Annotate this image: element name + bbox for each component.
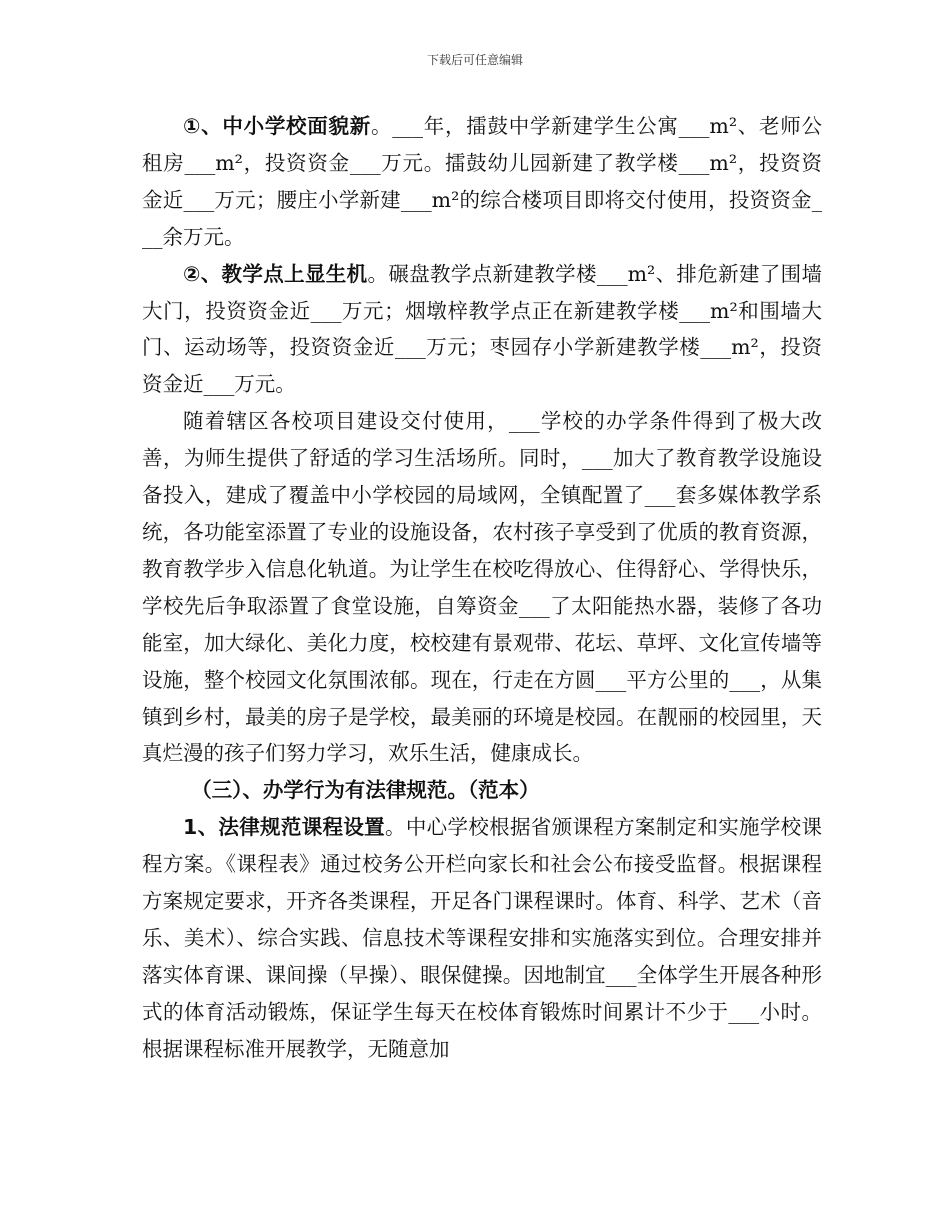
section-heading bbox=[142, 772, 822, 809]
paragraph-school-renovation bbox=[142, 108, 822, 256]
paragraph-text: 随着辖区各校项目建设交付使用，___学校的办学条件得到了极大改善，为师生提供了舒适的学习生活场所。同时，___加大了教育教学设施设备投入，建成了覆盖中小学校园的局域网，全镇配置了___套多媒体教学系统，各功能室添置了专业的设施设备，农村孩子享受到了优质的教育资源，教育教学步入信息化轨道。为让学生在校吃得放心、住得舒心、学得快乐，学校先后争取添置了食堂设施，自筹资金___了太阳能热水器，装修了各功能室，加大绿化、美化力度，校校建有景观带、花坛、草坪、文化宣传墙等设施，整个校园文化氛围浓郁。现在，行走在方圆___平方公里的___，从集镇到乡村，最美的房子是学校，最美丽的环境是校园。在靓丽的校园里，天真烂漫的孩子们努力学习，欢乐生活，健康成长。 bbox=[142, 409, 822, 766]
paragraph-school-conditions bbox=[142, 403, 822, 772]
section-heading-text: （三）、办学行为有法律规范。（范本） bbox=[191, 778, 540, 803]
paragraph-lead: 1、法律规范课程设置 bbox=[183, 815, 386, 840]
paragraph-text: 。___年，擂鼓中学新建学生公寓___m²、老师公租房___m²，投资资金___万元。擂鼓幼儿园新建了教学楼___m²，投资资金近___万元；腰庄小学新建___m²的综合楼项目即将交付使用，投资资金___余万元。 bbox=[142, 114, 823, 249]
paragraph-lead: ②、教学点上显生机 bbox=[183, 261, 368, 286]
paragraph-curriculum bbox=[142, 809, 822, 1067]
paragraph-lead: ①、中小学校面貌新 bbox=[183, 114, 372, 138]
paragraph-text: 。中心学校根据省颁课程方案制定和实施学校课程方案。《课程表》通过校务公开栏向家长和社会公布接受监督。根据课程方案规定要求，开齐各类课程，开足各门课程课时。体育、科学、艺术（音乐、美术）、综合实践、信息技术等课程安排和实施落实到位。合理安排并落实体育课、课间操（早操）、眼保健操。因地制宜___全体学生开展各种形式的体育活动锻炼，保证学生每天在校体育锻炼时间累计不少于___小时。根据课程标准开展教学，无随意加 bbox=[142, 815, 823, 1061]
paragraph-text: 。碾盘教学点新建教学楼___m²、排危新建了围墙大门，投资资金近___万元；烟墩梓教学点正在新建教学楼___m²和围墙大门、运动场等，投资资金近___万元；枣园存小学新建教学楼___m²，投资资金近___万元。 bbox=[142, 261, 823, 397]
document-body bbox=[142, 108, 822, 1068]
page-header: 下载后可任意编辑 bbox=[426, 53, 523, 67]
paragraph-teaching-points bbox=[142, 256, 822, 404]
